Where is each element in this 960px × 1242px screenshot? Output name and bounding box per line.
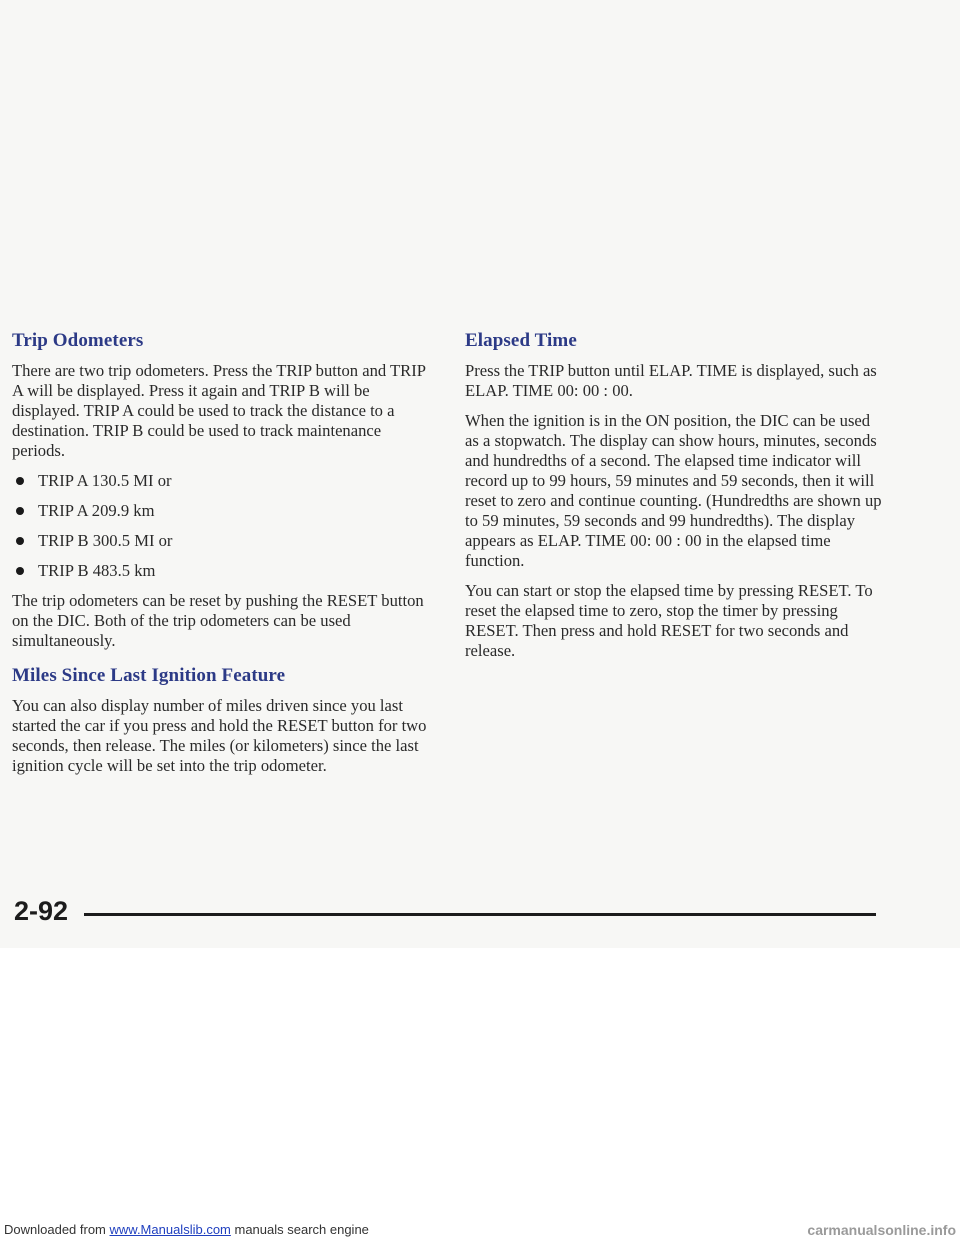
bullet-icon bbox=[16, 507, 24, 515]
list-item-text: TRIP A 130.5 MI or bbox=[38, 471, 172, 490]
list-item-text: TRIP B 483.5 km bbox=[38, 561, 156, 580]
elapsed-time-heading: Elapsed Time bbox=[465, 330, 577, 351]
watermark-prefix: Downloaded from bbox=[4, 1222, 110, 1237]
elapsed-paragraph-3: You can start or stop the elapsed time by pressing RESET. To reset the elapsed time to zero, stop the timer by pressing RESET. Then press and hold RESET for two seconds and release. bbox=[465, 581, 873, 660]
list-item-text: TRIP A 209.9 km bbox=[38, 501, 155, 520]
list-item-text: TRIP B 300.5 MI or bbox=[38, 531, 173, 550]
watermark-suffix: manuals search engine bbox=[230, 1222, 369, 1237]
reset-paragraph: The trip odometers can be reset by pushing the RESET button on the DIC. Both of the trip odometers can be used simultaneously. bbox=[12, 591, 424, 650]
trip-intro-paragraph: There are two trip odometers. Press the TRIP button and TRIP A will be displayed. Press it again and TRIP B will be displayed. TRIP A could be used to track the distance to a destination. TRIP B could be used to track maintenance periods. bbox=[12, 361, 426, 460]
bullet-icon bbox=[16, 537, 24, 545]
elapsed-paragraph-2: When the ignition is in the ON position, the DIC can be used as a stopwatch. The display can show hours, minutes, seconds and hundredths of a second. The elapsed time indicator will record up to 99 hours, 59 minutes and 59 seconds, then it will reset to zero and continue counting. (Hundredths are shown up to 59 minutes, 59 seconds and 99 hundredths). The display appears as ELAP. TIME 00: 00 : 00 in the elapsed time function. bbox=[465, 411, 882, 570]
elapsed-paragraph-1: Press the TRIP button until ELAP. TIME is displayed, such as ELAP. TIME 00: 00 : 00. bbox=[465, 361, 877, 400]
list-item bbox=[12, 561, 432, 581]
footer-rule bbox=[84, 913, 876, 916]
right-column bbox=[465, 330, 885, 671]
page-footer bbox=[14, 896, 876, 926]
download-watermark bbox=[4, 1222, 369, 1237]
site-watermark: carmanualsonline.info bbox=[807, 1222, 956, 1238]
page-number: 2-92 bbox=[14, 896, 69, 926]
list-item bbox=[12, 501, 432, 521]
list-item bbox=[12, 531, 432, 551]
left-column bbox=[12, 330, 432, 786]
bullet-icon bbox=[16, 567, 24, 575]
bullet-icon bbox=[16, 477, 24, 485]
miles-paragraph: You can also display number of miles driven since you last started the car if you press and hold the RESET button for two seconds, then release. The miles (or kilometers) since the last ignition cycle will be set into the trip odometer. bbox=[12, 696, 427, 775]
trip-bullet-list bbox=[12, 471, 432, 581]
manualslib-link[interactable]: www.Manualslib.com bbox=[109, 1222, 231, 1237]
miles-since-last-ignition-heading: Miles Since Last Ignition Feature bbox=[12, 665, 286, 686]
trip-odometers-heading: Trip Odometers bbox=[12, 330, 144, 351]
list-item bbox=[12, 471, 432, 491]
